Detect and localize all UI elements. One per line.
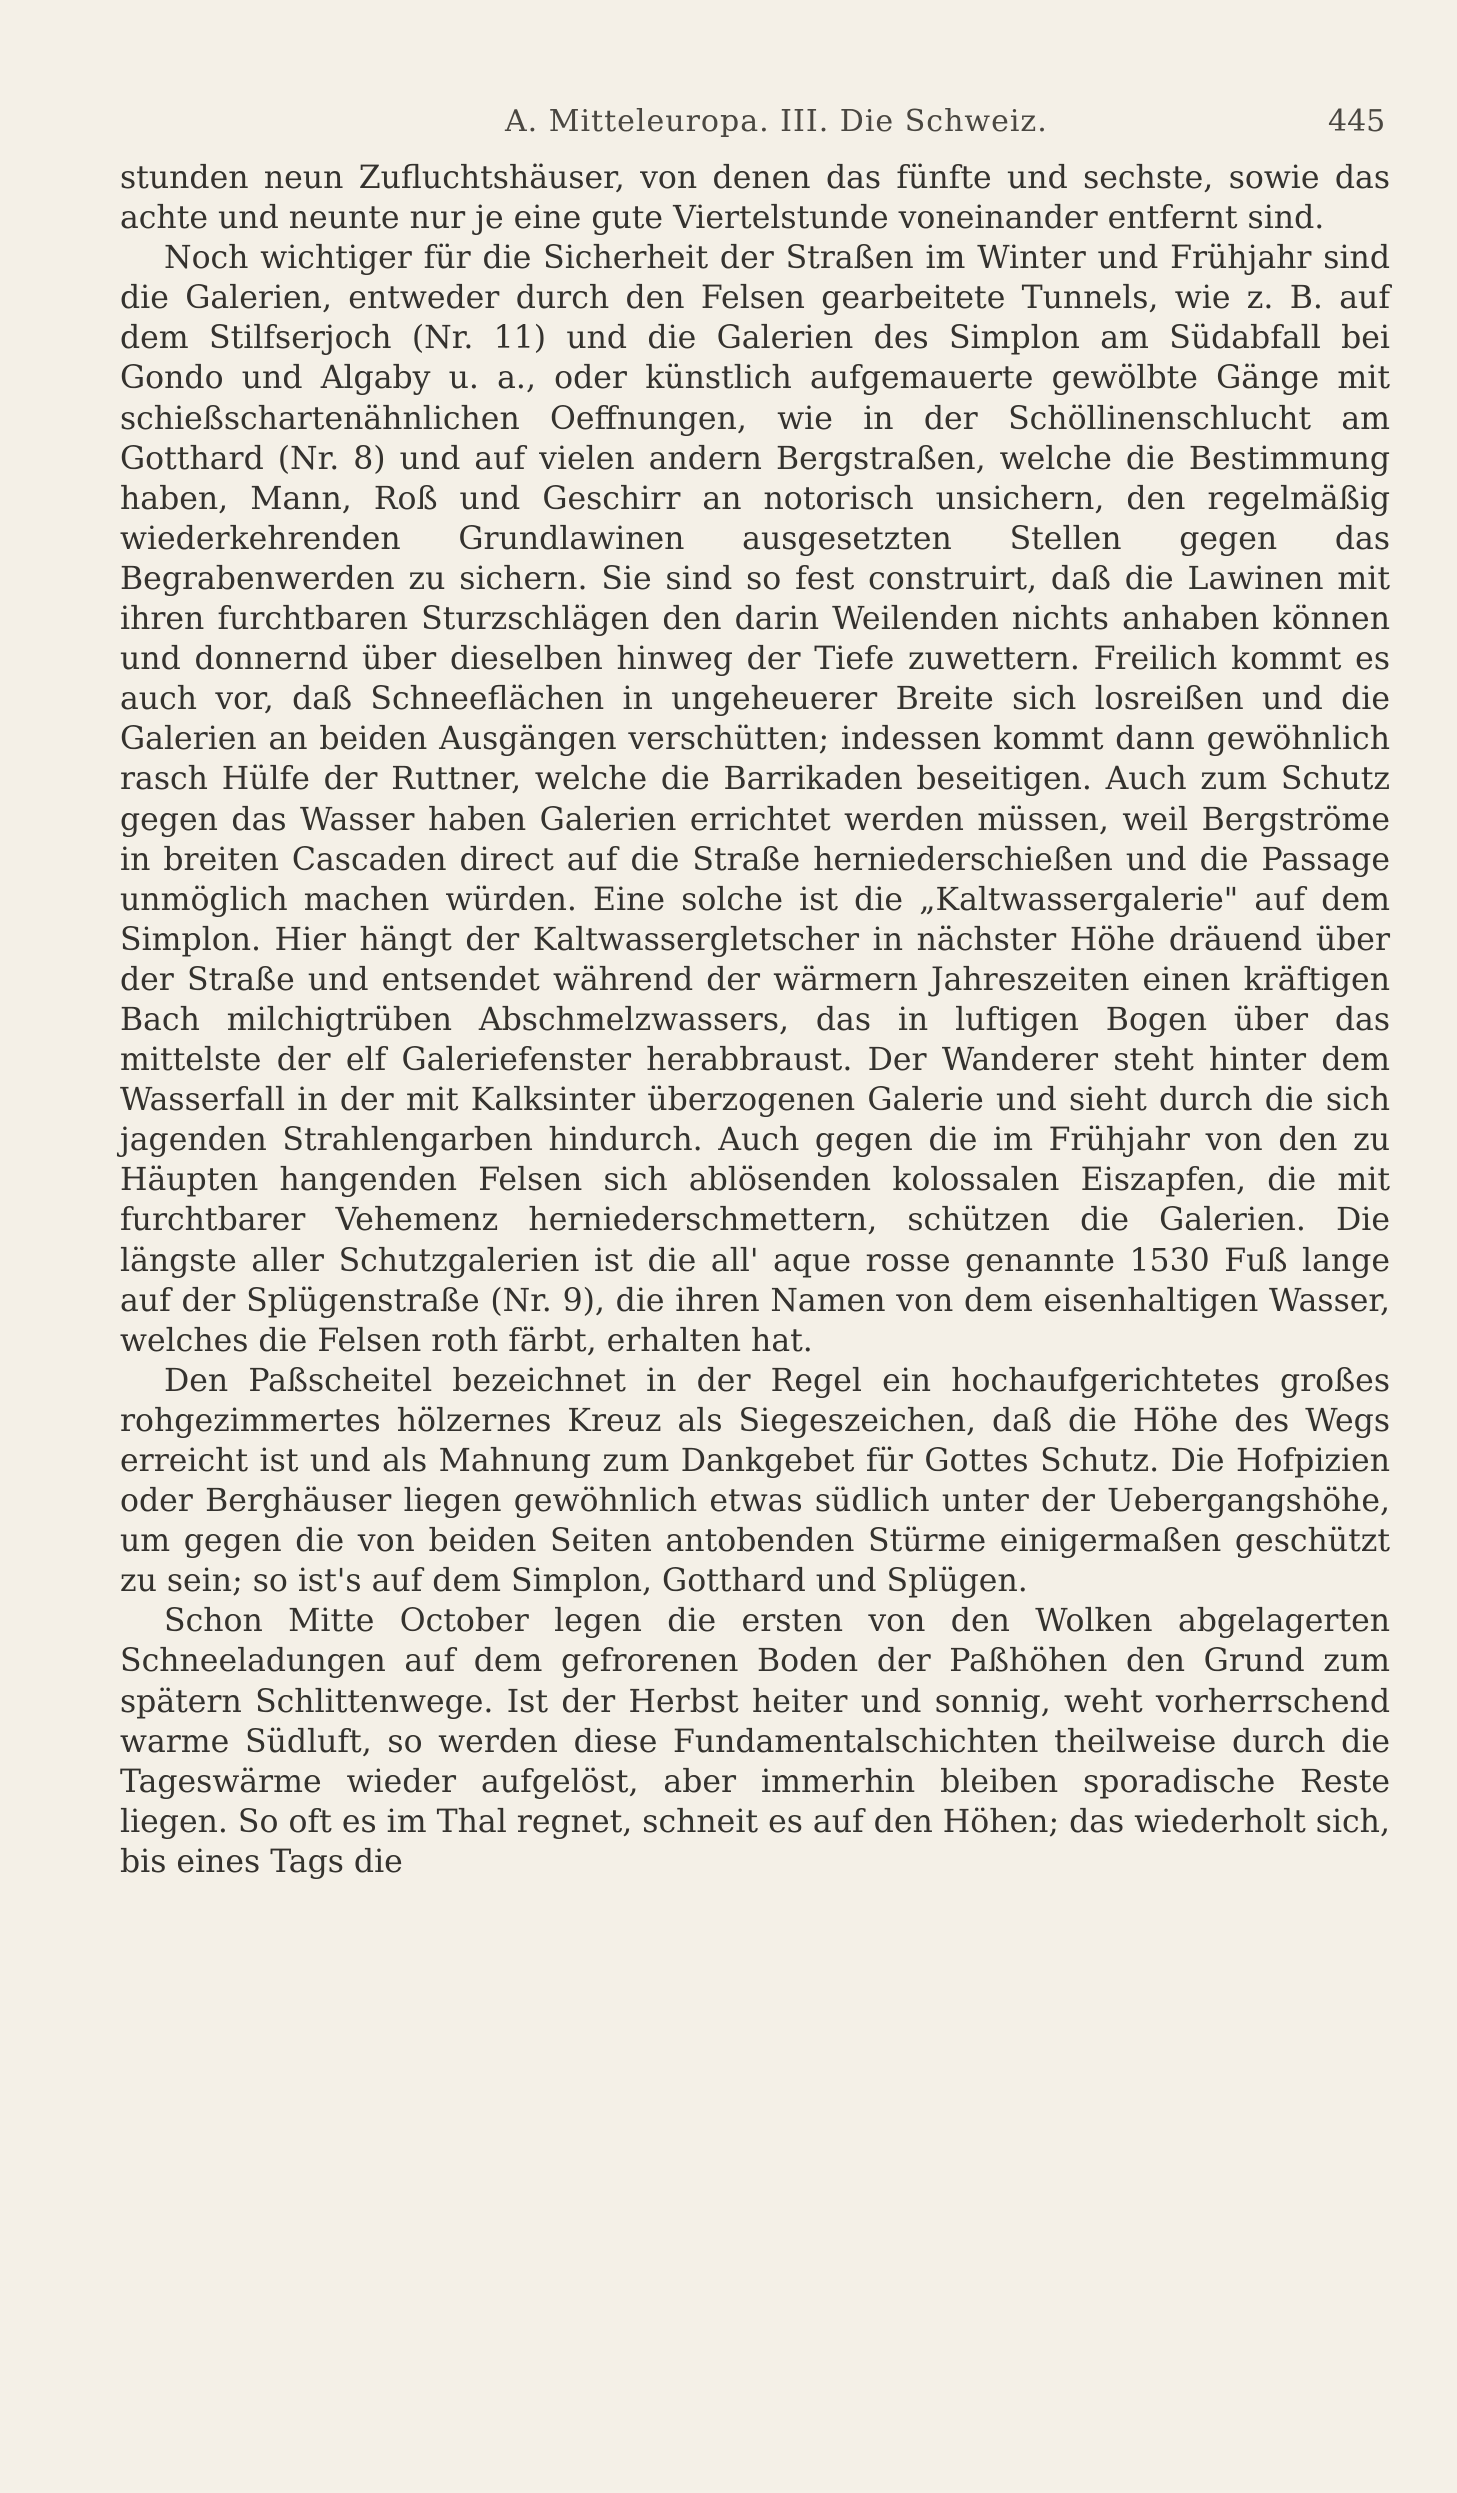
paragraph: Schon Mitte October legen die ersten von den Wolken abgelagerten Schneeladungen auf dem gefrorenen Boden der Paßhöhen den Grund zum spätern Schlittenwege. Ist der Herbst heiter und sonnig, weht vorherrschend warme Südluft, so werden diese Fundamentalschichten theilweise durch die Tageswärme wieder aufgelöst, aber immerhin bleiben sporadische Reste liegen. So oft es im Thal regnet, schneit es auf den Höhen; das wiederholt sich, bis eines Tags die — [120, 1603, 1390, 1880]
running-header — [0, 104, 1457, 152]
paragraph: Noch wichtiger für die Sicherheit der Straßen im Winter und Frühjahr sind die Galerien, entweder durch den Felsen gearbeitete Tunnels, wie z. B. auf dem Stilfserjoch (Nr. 11) und die Galerien des Simplon am Südabfall bei Gondo und Algaby u. a., oder künstlich aufgemauerte gewölbte Gänge mit schießschartenähnlichen Oeffnungen, wie in der Schöllinenschlucht am Gotthard (Nr. 8) und auf vielen andern Bergstraßen, welche die Bestimmung haben, Mann, Roß und Geschirr an notorisch unsichern, den regelmäßig wiederkehrenden Grundlawinen ausgesetzten Stellen gegen das Begrabenwerden zu sichern. Sie sind so fest construirt, daß die Lawinen mit ihren furchtbaren Sturzschlägen den darin Weilenden nichts anhaben können und donnernd über dieselben hinweg der Tiefe zuwettern. Freilich kommt es auch vor, daß Schneeflächen in ungeheuerer Breite sich losreißen und die Galerien an beiden Ausgängen verschütten; indessen kommt dann gewöhnlich rasch Hülfe der Ruttner, welche die Barrikaden beseitigen. Auch zum Schutz gegen das Wasser haben Galerien errichtet werden müssen, weil Bergströme in breiten Cascaden direct auf die Straße herniederschießen und die Passage unmöglich machen würden. Eine solche ist die „Kaltwassergalerie" auf dem Simplon. Hier hängt der Kaltwassergletscher in nächster Höhe dräuend über der Straße und entsendet während der wärmern Jahreszeiten einen kräftigen Bach milchigtrüben Abschmelzwassers, das in luftigen Bogen über das mittelste der elf Galeriefenster herabbraust. Der Wanderer steht hinter dem Wasserfall in der mit Kalksinter überzogenen Galerie und sieht durch die sich jagenden Strahlengarben hindurch. Auch gegen die im Frühjahr von den zu Häupten hangenden Felsen sich ablösenden kolossalen Eiszapfen, die mit furchtbarer Vehemenz herniederschmettern, schützen die Galerien. Die längste aller Schutzgalerien ist die all' aque rosse genannte 1530 Fuß lange auf der Splügenstraße (Nr. 9), die ihren Namen von dem eisenhaltigen Wasser, welches die Felsen roth färbt, erhalten hat. — [120, 240, 1390, 1359]
body-text — [120, 158, 1390, 1882]
paragraph: Den Paßscheitel bezeichnet in der Regel ein hochaufgerichtetes großes rohgezimmertes hölzernes Kreuz als Siegeszeichen, daß die Höhe des Wegs erreicht ist und als Mahnung zum Dankgebet für Gottes Schutz. Die Hofpizien oder Berghäuser liegen gewöhnlich etwas südlich unter der Uebergangshöhe, um gegen die von beiden Seiten antobenden Stürme einigermaßen geschützt zu sein; so ist's auf dem Simplon, Gotthard und Splügen. — [120, 1362, 1390, 1600]
page-number: 445 — [1328, 104, 1386, 139]
running-title: A. Mitteleuropa. III. Die Schweiz. — [505, 104, 1048, 139]
paragraph: stunden neun Zufluchtshäuser, von denen das fünfte und sechste, sowie das achte und neunte nur je eine gute Viertelstunde voneinander entfernt sind. — [120, 160, 1390, 237]
